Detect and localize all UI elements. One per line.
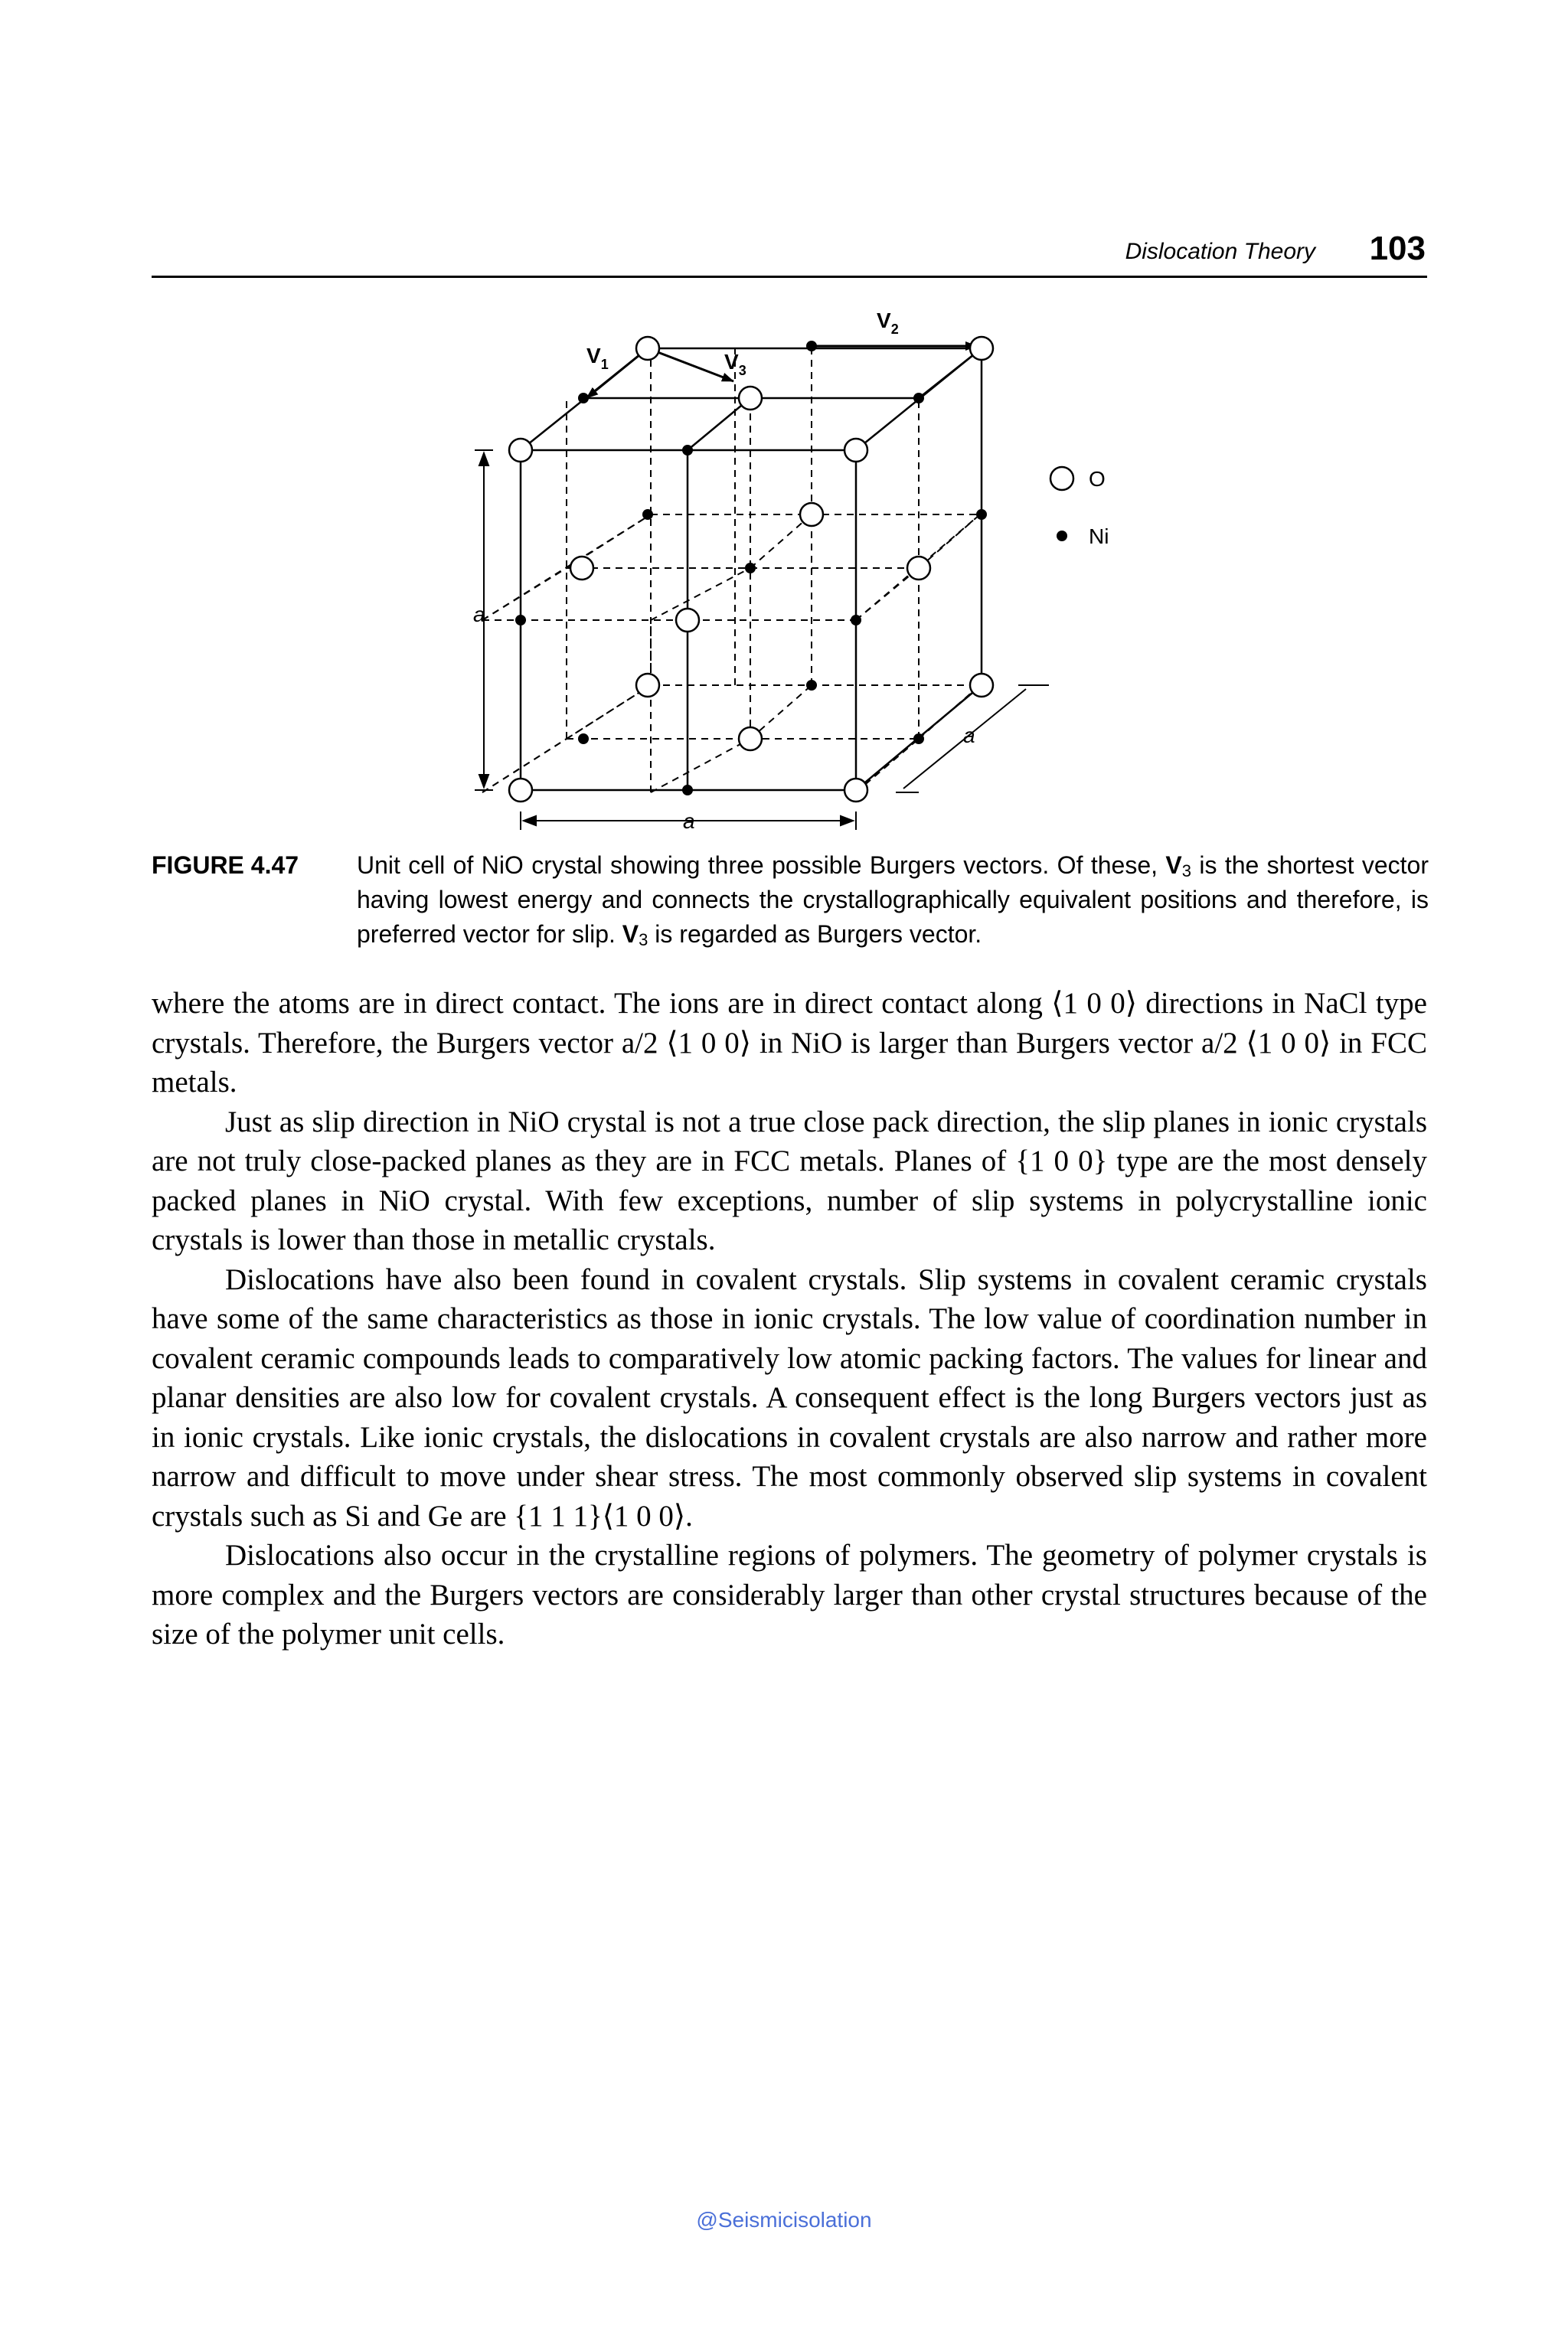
body-text [152, 984, 1427, 1654]
legend-o-symbol [1050, 467, 1073, 490]
o-atom [570, 557, 593, 580]
o-atom [970, 674, 993, 697]
v3-arrow [648, 348, 733, 381]
height-label: a [473, 603, 485, 626]
caption-label: FIGURE 4.47 [152, 851, 299, 879]
ni-atom [682, 785, 693, 795]
o-atom [636, 674, 659, 697]
caption-text: Unit cell of NiO crystal showing three possible Burgers vectors. Of these, $V_3$ is the shortest vector having lowest energy and connects the crystallographically equivalent positions and therefore, is preferred vector for slip. $V_3$ is regarded as Burgers vector. [357, 851, 1429, 949]
paragraph: Dislocations have also been found in covalent crystals. Slip systems in covalent ceramic crystals have some of the same characteristics as those in ionic crystals. The low value of coordination number in covalent ceramic compounds leads to comparatively low atomic packing factors. The values for linear and planar densities are also low for covalent crystals. A consequent effect is the long Burgers vectors just as in ionic crystals. Like ionic crystals, the dislocations in covalent crystals are also narrow and rather more narrow and difficult to move under shear stress. The most commonly observed slip systems in covalent crystals such as Si and Ge are {1 1 1}⟨1 0 0⟩. [152, 1262, 1427, 1533]
running-title: Dislocation Theory [1125, 239, 1315, 264]
o-atom [676, 609, 699, 632]
ni-atom [913, 393, 924, 403]
paragraph: Dislocations also occur in the crystalline regions of polymers. The geometry of polymer crystals is more complex and the Burgers vectors are considerably larger than other crystal structures because of the size of the polymer unit cells. [152, 1539, 1427, 1651]
o-atom [636, 337, 659, 360]
o-atom [509, 779, 532, 802]
o-atom [509, 439, 532, 462]
ni-atom [515, 615, 526, 625]
o-atom [800, 503, 823, 526]
ni-atom [851, 615, 861, 625]
legend-o-label: O [1089, 467, 1106, 491]
dimension-lines [475, 450, 1049, 830]
ni-atom [745, 563, 756, 573]
o-atom [907, 557, 930, 580]
o-atom [739, 727, 762, 750]
ni-atom [913, 733, 924, 744]
running-head [152, 227, 1427, 278]
ni-atom [642, 509, 653, 520]
paragraph: Just as slip direction in NiO crystal is not a true close pack direction, the slip planes in ionic crystals are not truly close-packed planes as they are in FCC metals. Planes of {1 0 0} type are the most densely packed planes in NiO crystal. With few exceptions, number of slip systems in polycrystalline ionic crystals is lower than those in metallic crystals. [152, 1105, 1427, 1256]
watermark: @Seismicisolation [696, 2208, 872, 2232]
v2-label: $V_2$ [877, 309, 899, 337]
dashed-lines [482, 345, 980, 792]
v3-label: $V_3$ [724, 350, 746, 378]
ni-atom [682, 445, 693, 456]
page-number: 103 [1369, 230, 1426, 267]
o-atom [739, 387, 762, 410]
ni-atom [806, 680, 817, 691]
ni-atom [806, 341, 817, 351]
legend-ni-label: Ni [1089, 524, 1109, 548]
paragraph: where the atoms are in direct contact. The ions are in direct contact along ⟨1 0 0⟩ directions in NaCl type crystals. Therefore, the Burgers vector a/2 ⟨1 0 0⟩ in NiO is larger than Burgers vector a/2 ⟨1 0 0⟩ in FCC metals. [152, 987, 1427, 1099]
o-atom [844, 779, 867, 802]
depth-label: a [963, 723, 975, 747]
legend [1050, 467, 1109, 548]
ni-atom [976, 509, 987, 520]
nio-unit-cell-figure [429, 291, 1118, 850]
width-label: a [683, 809, 695, 833]
v1-label: $V_1$ [586, 344, 609, 372]
o-atom [970, 337, 993, 360]
legend-ni-symbol [1057, 531, 1067, 541]
o-atom [844, 439, 867, 462]
ni-atom [578, 733, 589, 744]
ni-atom [578, 393, 589, 403]
